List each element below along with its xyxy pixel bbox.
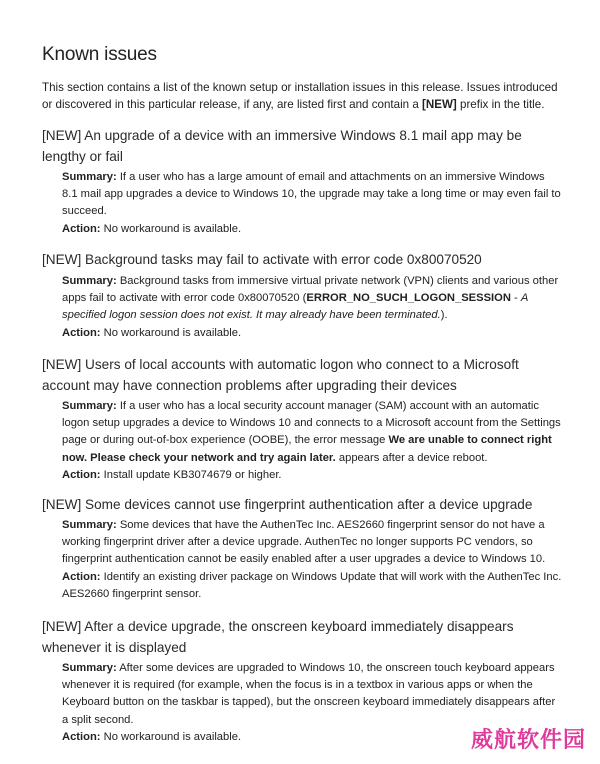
- summary-text-end: appears after a device reboot.: [335, 451, 488, 464]
- issue-title: [NEW] Some devices cannot use fingerprint authentication after a device upgrade: [42, 497, 533, 512]
- issue-title: [NEW] Users of local accounts with automatic logon who connect to a Microsoft account may have connection problems after upgrading their devices: [42, 357, 519, 393]
- action-text: No workaround is available.: [103, 730, 242, 743]
- action-text: Install update KB3074679 or higher.: [103, 468, 282, 481]
- issue-details: [62, 517, 562, 603]
- summary-label: Summary:: [62, 171, 117, 183]
- issue-title: [NEW] An upgrade of a device with an immersive Windows 8.1 mail app may be lengthy or fail: [42, 128, 522, 164]
- error-description: A specified logon session does not exist. It may already have been terminated.: [62, 292, 528, 322]
- summary-text: Background tasks from immersive virtual private network (VPN) clients and various other apps fail to activate with error code 0x80070520 (: [62, 275, 559, 305]
- action-label: Action:: [62, 468, 101, 481]
- summary-label: Summary:: [62, 662, 117, 674]
- intro-paragraph: [42, 79, 562, 113]
- intro-text: This section contains a list of the known setup or installation issues in this release. Issues introduced or discovered in this particular release, if any, are listed first and contain a: [42, 81, 558, 111]
- action-label: Action:: [62, 570, 101, 583]
- summary-label: Summary:: [62, 400, 117, 412]
- site-watermark: 威航软件园: [470, 728, 586, 753]
- error-message: We are unable to connect right now. Please check your network and try again later.: [62, 434, 552, 464]
- summary-label: Summary:: [62, 519, 117, 531]
- issue-details: [62, 169, 562, 238]
- action-label: Action:: [62, 222, 101, 235]
- summary-text-end: ).: [440, 309, 448, 322]
- action-label: Action:: [62, 730, 101, 743]
- issue-details: [62, 398, 562, 484]
- issue-title: [NEW] Background tasks may fail to activate with error code 0x80070520: [42, 252, 482, 267]
- summary-text: If a user who has a large amount of email and attachments on an immersive Windows 8.1 mail app upgrades a device to Windows 10, the upgrade may take a long time or may even fail to succeed.: [62, 171, 561, 218]
- summary-separator: -: [510, 292, 521, 305]
- issue-title: [NEW] After a device upgrade, the onscreen keyboard immediately disappears whenever it is displayed: [42, 619, 514, 655]
- action-text: Identify an existing driver package on Windows Update that will work with the AuthenTec Inc. AES2660 fingerprint sensor.: [62, 570, 562, 600]
- issue-details: [62, 273, 562, 342]
- summary-text: If a user who has a local security account manager (SAM) account with an automatic logon setup upgrades a device to Windows 10 and connects to a Microsoft account from the Settings page or during out-of-box experience (OOBE), the error message: [62, 400, 561, 447]
- summary-text: Some devices that have the AuthenTec Inc. AES2660 fingerprint sensor do not have a working fingerprint driver after a device upgrade. AuthenTec no longer supports PC vendors, so fingerprint authentication cannot be easily enabled after a user upgrades a device to Windows 10.: [62, 519, 546, 566]
- action-label: Action:: [62, 326, 101, 339]
- new-tag: [NEW]: [422, 98, 457, 111]
- error-code: ERROR_NO_SUCH_LOGON_SESSION: [306, 292, 511, 305]
- action-text: No workaround is available.: [103, 326, 242, 339]
- intro-text-end: prefix in the title.: [456, 98, 545, 111]
- page-title: Known issues: [42, 44, 157, 65]
- action-text: No workaround is available.: [103, 222, 242, 235]
- summary-text: After some devices are upgraded to Windows 10, the onscreen touch keyboard appears whenever it is required (for example, when the focus is in a textbox in various apps or when the Keyboard button on the taskbar is tapped), but the onscreen keyboard immediately disappears after a split second.: [62, 662, 556, 726]
- summary-label: Summary:: [62, 275, 117, 287]
